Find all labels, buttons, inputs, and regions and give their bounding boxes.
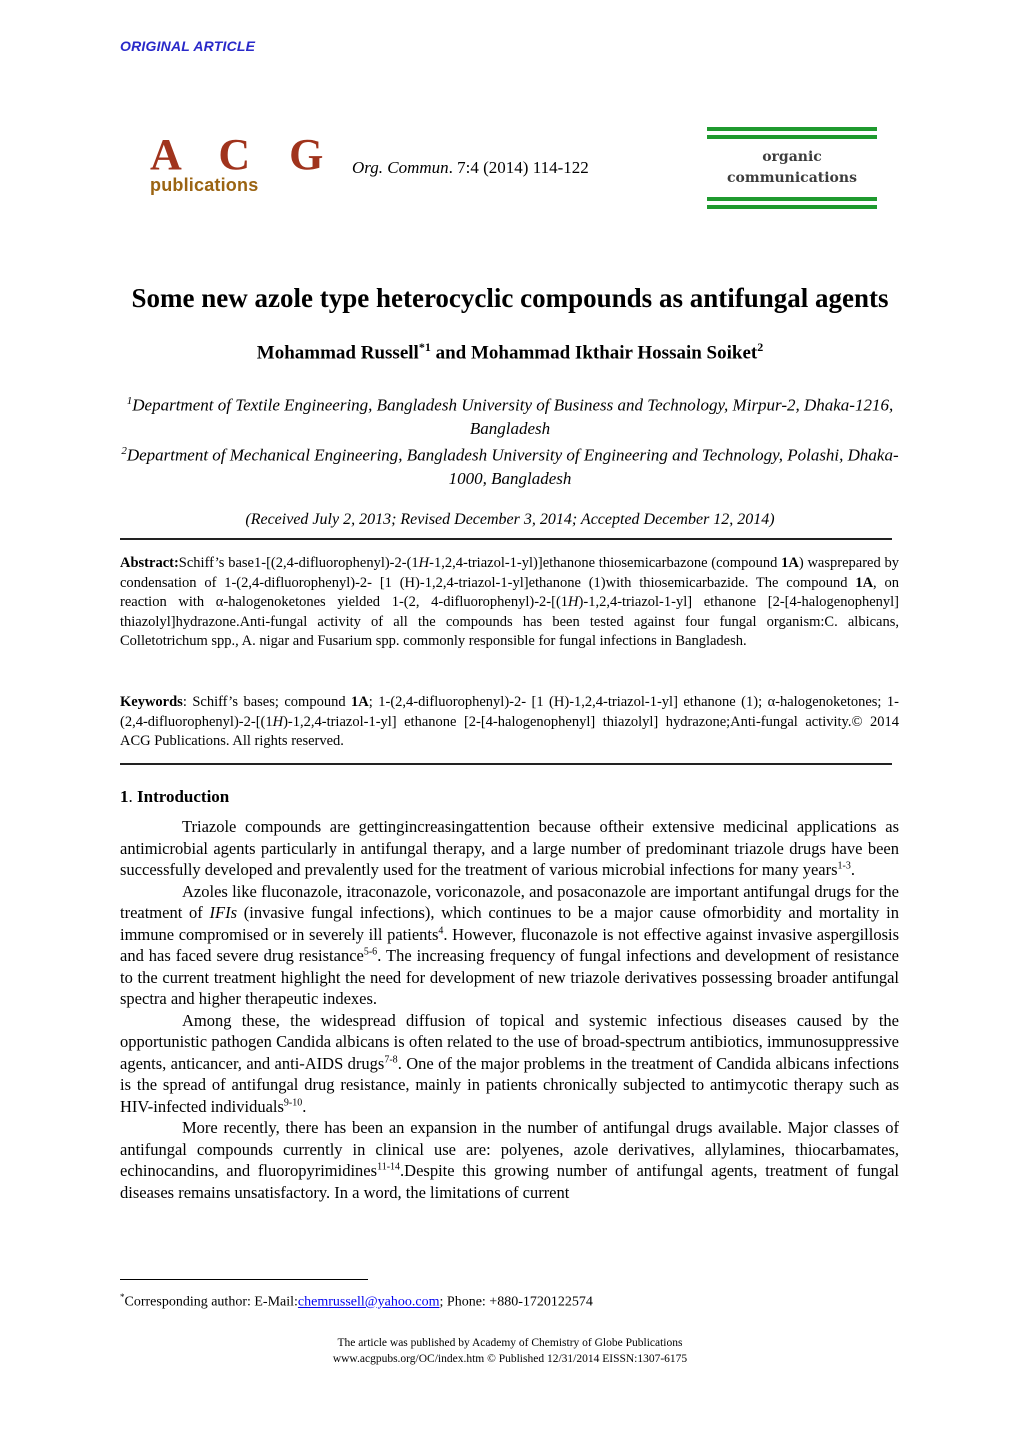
paragraph-text: . However, fluconazole is not effective against invasive aspergillosis and has faced severe drug resistance (120, 924, 900, 965)
citation-ref: 11-14 (377, 1161, 401, 1173)
paragraph-text: Azoles like fluconazole, itraconazole, voriconazole, and posaconazole are important antifungal drugs for the treatment of (120, 881, 899, 922)
keywords-text: )-1,2,4-triazol-1-yl] ethanone [2-[4-halogenophenyl] thiazolyl] hydrazone;Anti-fungal activity.© 2014 ACG Publications. All rights reserved. (120, 713, 899, 749)
affiliations (120, 390, 900, 491)
logo-bar-top-1 (707, 127, 877, 131)
abstract-text: )-1,2,4-triazol-1-yl] ethanone [2-[4-halogenophenyl] thiazolyl]hydrazone.Anti-fungal activity of all the compounds has been tested against four fungal organism:C. albicans, Colletotrichum spp., A. nigar and Fusarium spp. commonly responsible for fungal infections in Bangladesh. (120, 594, 899, 649)
paragraph-text: Triazole compounds are gettingincreasingattention because oftheir extensive medicinal applications as antimicrobial agents particularly in antifungal therapy, and a large number of predominant triazole drugs have been successfully developed and prevalently used for the treatment of various microbial infections for many years (120, 817, 899, 879)
paragraph-text: Among these, the widespread diffusion of topical and systemic infectious diseases caused by the opportunistic pathogen Candida albicans is often related to the use of broad-spectrum antibiotics, immunosuppressive agents, anticancer, and anti-AIDS drugs (120, 1010, 899, 1073)
paragraph-text: .Despite this growing number of antifungal agents, treatment of fungal diseases remains unsatisfactory. In a word, the limitations of current (120, 1161, 899, 1202)
paragraph (120, 1117, 899, 1203)
citation-ref: 9-10 (283, 1097, 303, 1108)
paragraph-text: More recently, there has been an expansion in the number of antifungal drugs available. Major classes of antifungal compounds currently in clinical use are: polyenes, azole derivatives, allylamines, thiocarbamates, echinocandins, and fluoropyrimidines (120, 1118, 899, 1180)
citation-ref: 5-6 (363, 946, 378, 958)
abstract-italic: H (418, 555, 430, 571)
affiliation-1-text: Department of Textile Engineering, Bangladesh University of Business and Technology, Mirpur-2, Dhaka-1216, Bangladesh (132, 395, 894, 438)
publisher-note-line-2: www.acgpubs.org/OC/index.htm © Published 12/31/2014 EISSN:1307-6175 (332, 1353, 688, 1365)
footnote-marker: * (120, 1292, 125, 1302)
logo-bar-top-2 (707, 135, 877, 139)
organic-communications-logo (707, 127, 877, 217)
author-joiner: and (430, 342, 471, 364)
paragraph-text: . The increasing frequency of fungal infections and development of resistance to the current treatment highlight the need for development of new triazole derivatives possessing broader antifungal spectra and higher therapeutic indexes. (120, 946, 899, 1008)
affiliation-2-text: Department of Mechanical Engineering, Bangladesh University of Engineering and Technology, Polashi, Dhaka-1000, Bangladesh (126, 445, 899, 489)
section-number: 1 (120, 787, 129, 806)
citation-ref: 7-8 (384, 1054, 398, 1065)
keywords-label: Keywords (120, 694, 183, 710)
paragraph (120, 1010, 899, 1118)
section-title: Introduction (137, 787, 230, 806)
footnote-suffix: ; Phone: +880-1720122574 (439, 1294, 593, 1310)
publisher-note-line-1: The article was published by Academy of Chemistry of Globe Publications (337, 1337, 683, 1349)
citation-ref: 4 (438, 925, 444, 936)
compound-ref: 1A (351, 694, 369, 710)
paragraph-text: . One of the major problems in the treatment of Candida albicans infections is the spread of antifungal drug resistance, mainly in patients chronically subjected to antimycotic therapy such as HIV-infected individuals (120, 1053, 899, 1116)
received-dates: (Received July 2, 2013; Revised December 3, 2014; Accepted December 12, 2014) (245, 511, 775, 528)
keywords-italic: H (272, 713, 284, 730)
compound-ref: 1A (855, 574, 874, 591)
keywords-text: : Schiff’s bases; compound (182, 694, 352, 710)
divider-top (120, 538, 892, 540)
publisher-note (0, 1335, 1020, 1367)
paragraph-text: . (302, 1096, 307, 1116)
paragraph (120, 881, 899, 1010)
affiliation-1-marker: 1 (126, 395, 133, 407)
author-line (0, 340, 1020, 364)
author-2-marker: 2 (757, 340, 764, 354)
abstract-italic: H (568, 594, 579, 610)
article-title: Some new azole type heterocyclic compounds as antifungal agents (131, 283, 889, 313)
paragraph-text: . (850, 860, 855, 879)
affiliation-2 (120, 440, 900, 490)
abstract-text: -1,2,4-triazol-1-yl)]ethanone thiosemicarbazone (compound (429, 555, 782, 571)
keywords (120, 693, 899, 752)
abstract (120, 554, 899, 652)
compound-ref: 1A (781, 555, 799, 571)
journal-citation (352, 158, 589, 178)
author-1-marker: *1 (418, 340, 431, 354)
logo-bar-bottom-2 (707, 205, 877, 209)
abstract-label: Abstract: (120, 555, 179, 571)
divider-bottom (120, 763, 892, 765)
citation-ref: 1-3 (837, 860, 851, 872)
author-2: Mohammad Ikthair Hossain Soiket (470, 342, 758, 364)
footnote (120, 1292, 593, 1311)
keywords-text: ; 1-(2,4-difluorophenyl)-2- [1 (H)-1,2,4-triazol-1-yl] ethanone (1); α-halogenoketones; 1-(2,4-difluorophenyl)-2-[(1 (120, 694, 900, 730)
affiliation-1 (120, 390, 900, 440)
affiliation-2-marker: 2 (121, 445, 127, 458)
abstract-text: Schiff’s base1-[(2,4-difluorophenyl)-2-(1 (178, 555, 419, 571)
acg-logo-letters: A C G (150, 130, 338, 179)
introduction-body (120, 816, 899, 1203)
paragraph-text: (invasive fungal infections), which continues to be a major cause ofmorbidity and mortality in immune compromised or in severely ill patients (120, 903, 899, 944)
footnote-divider (120, 1279, 368, 1280)
logo-word-organic: organic (762, 149, 822, 165)
article-type-label: ORIGINAL ARTICLE (120, 38, 256, 54)
section-dot: . (128, 787, 137, 806)
logo-bar-bottom-1 (707, 197, 877, 201)
acg-publications-logo (150, 130, 338, 203)
logo-word-communications: communications (727, 170, 857, 186)
footnote-prefix: Corresponding author: E-Mail: (124, 1294, 298, 1310)
abstract-text: ) wasprepared by condensation of 1-(2,4-difluorophenyl)-2- [1 (H)-1,2,4-triazol-1-yl]ethanone (1)with thiosemicarbazide. The compound (120, 555, 899, 591)
email-link[interactable]: chemrussell@yahoo.com (297, 1294, 440, 1310)
journal-volume: . 7:4 (2014) 114-122 (448, 158, 589, 177)
section-heading (120, 787, 229, 807)
author-1: Mohammad Russell (256, 342, 419, 364)
acg-logo-word: publications (150, 175, 259, 195)
abstract-text: , on reaction with α-halogenoketones yielded 1-(2, 4-difluorophenyl)-2-[(1 (120, 574, 899, 610)
paragraph (120, 816, 899, 881)
journal-name: Org. Commun (352, 158, 449, 177)
paragraph-italic: IFIs (209, 903, 238, 922)
